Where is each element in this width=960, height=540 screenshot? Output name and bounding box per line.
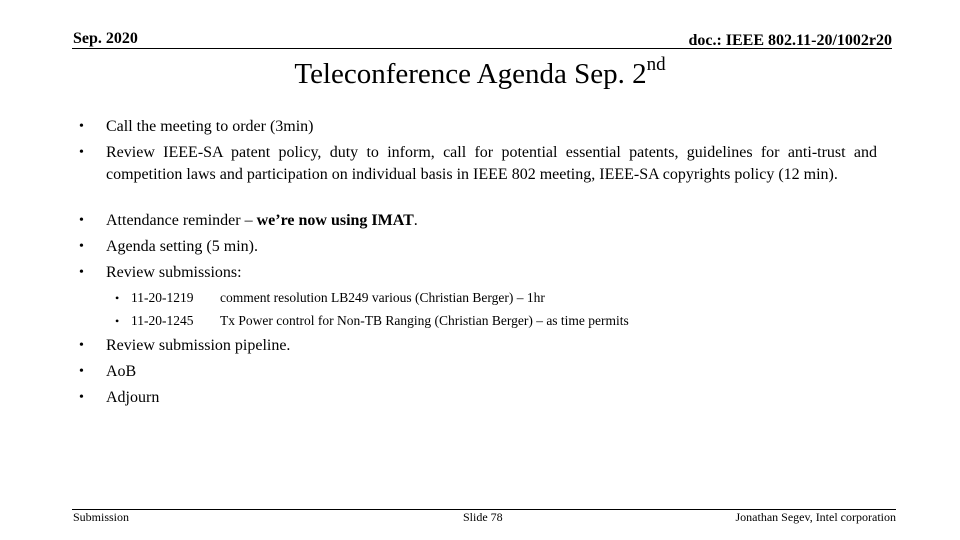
submission-doc-number: 11-20-1219 — [131, 290, 194, 305]
submission-doc-number: 11-20-1245 — [131, 313, 194, 328]
agenda-item — [79, 142, 877, 186]
bullet-icon: • — [115, 314, 120, 328]
agenda-item-text: AoB — [106, 363, 137, 380]
agenda-item-text-part: . — [413, 212, 418, 229]
bullet-icon: • — [79, 145, 84, 160]
agenda-item-text: Adjourn — [106, 389, 160, 406]
agenda-item-text — [106, 210, 877, 232]
agenda-item-emphasis: we’re now using IMAT — [256, 212, 414, 229]
bullet-icon: • — [79, 239, 84, 254]
slide-title — [0, 54, 960, 91]
agenda-item — [79, 262, 877, 284]
agenda-item — [79, 236, 877, 258]
bullet-icon: • — [79, 364, 84, 379]
header-divider — [72, 48, 892, 49]
bullet-icon: • — [79, 338, 84, 353]
slide-title-main: Teleconference Agenda Sep. 2 — [294, 58, 647, 90]
footer-author: Jonathan Segev, Intel corporation — [735, 510, 896, 524]
agenda-item — [79, 116, 877, 138]
header-date: Sep. 2020 — [73, 30, 138, 47]
agenda-item — [79, 210, 877, 232]
footer-slide-number: Slide 78 — [463, 510, 503, 524]
agenda-item-text: Agenda setting (5 min). — [106, 238, 258, 255]
bullet-icon: • — [115, 291, 120, 305]
agenda-item-text: Review IEEE-SA patent policy, duty to inform, call for potential essential patents, guidelines for anti-trust and competition laws and participation on individual basis in IEEE 802 meeting, IEEE-SA copyrights policy (12 min). — [106, 144, 877, 183]
agenda-sub-item — [115, 288, 545, 308]
agenda-item — [79, 387, 877, 409]
slide-title-suffix: nd — [646, 54, 666, 75]
bullet-icon: • — [79, 213, 84, 228]
agenda-sub-item — [115, 311, 629, 331]
footer-submission: Submission — [73, 510, 130, 524]
submission-description: comment resolution LB249 various (Christian Berger) – 1hr — [220, 290, 545, 305]
agenda-item-text: Call the meeting to order (3min) — [106, 118, 314, 135]
header-doc-id: doc.: IEEE 802.11-20/1002r20 — [688, 32, 892, 49]
agenda-item-text: Review submission pipeline. — [106, 337, 291, 354]
bullet-icon: • — [79, 119, 84, 134]
agenda-item — [79, 361, 877, 383]
agenda-item — [79, 335, 877, 357]
bullet-icon: • — [79, 390, 84, 405]
bullet-icon: • — [79, 265, 84, 280]
submission-description: Tx Power control for Non-TB Ranging (Christian Berger) – as time permits — [220, 313, 629, 328]
agenda-item-text: Review submissions: — [106, 264, 242, 281]
agenda-item-text-part: Attendance reminder – — [106, 212, 257, 229]
